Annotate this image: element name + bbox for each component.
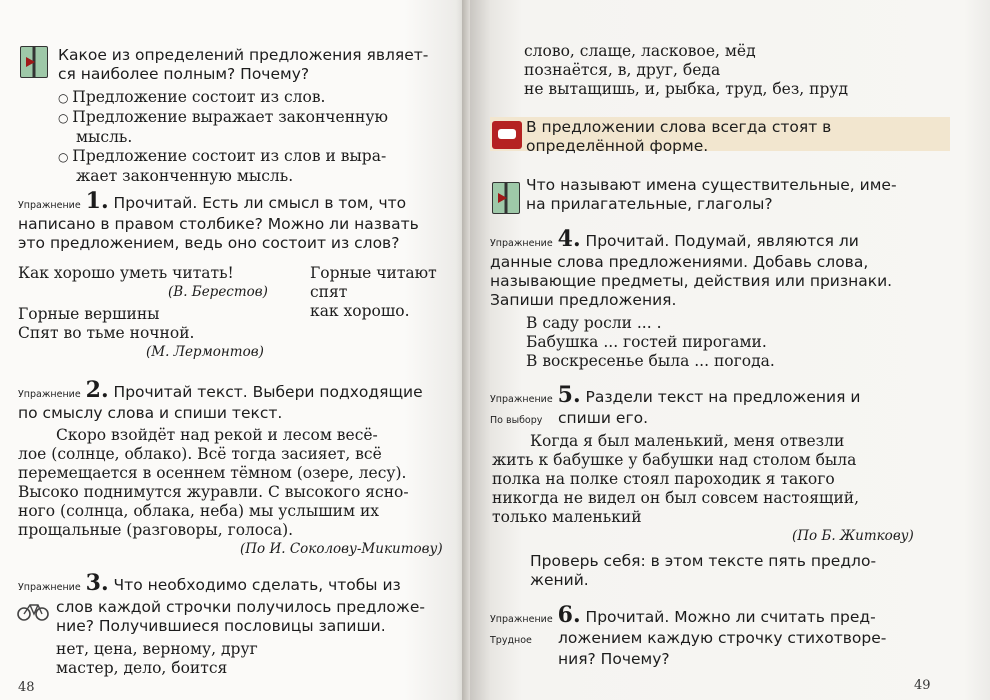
exercise-3-text: слов каждой строчки получилось предложе- ние? Получившиеся пословицы запиши. bbox=[56, 598, 426, 635]
author: (По И. Соколову-Микитову) bbox=[240, 541, 443, 557]
difficulty-label: Трудное bbox=[490, 635, 532, 646]
page-right bbox=[470, 0, 990, 700]
exercise-5: Упражнение 5. Раздели текст на предложения и По выбору спиши его. bbox=[490, 386, 950, 430]
bullet-icon: ○ bbox=[58, 111, 73, 125]
book-question-icon bbox=[492, 182, 520, 214]
exercise-6: Упражнение 6. Прочитай. Можно ли считать пред- Трудное ложением каждую строчку стихотворе- ния? Почему? bbox=[490, 602, 887, 668]
text-line: жает законченную мысль. bbox=[76, 167, 294, 185]
exercise-label: Упражнение bbox=[18, 200, 81, 211]
exercise-1: Упражнение 1. Прочитай. Есть ли смысл в том, что написано в правом столбике? Можно ли назвать это предложением, ведь оно состоит из слов? bbox=[18, 192, 458, 253]
list-item: ○ Предложение состоит из слов и выра- bbox=[58, 147, 387, 165]
exercise-2-text: Скоро взойдёт над рекой и лесом весё- лое (солнце, облако). Всё тогда засияет, всё перемещается в осеннем тёмном (озере, лесу). Высоко поднимутся журавли. С высокого ясно- ного (солнца, облака, неба) мы услышим их прощальные (разговоры, голоса). (По И. Соколову-Микитову) bbox=[18, 426, 458, 559]
author: (По Б. Житкову) bbox=[792, 528, 914, 544]
page-left bbox=[0, 0, 470, 700]
text-line: написано в правом столбике? Можно ли назвать bbox=[18, 215, 419, 233]
text-line: ся наиболее полным? Почему? bbox=[58, 65, 310, 83]
difficulty-label: По выбору bbox=[490, 415, 543, 426]
poem-berestov: Как хорошо уметь читать! (В. Берестов) bbox=[18, 264, 298, 302]
exercise-number: 1. bbox=[85, 188, 109, 214]
proverb-words: слово, слаще, ласковое, мёд познаётся, в, друг, беда не вытащишь, и, рыбка, труд, без, пруд bbox=[524, 42, 849, 98]
exercise-3: Упражнение 3. Что необходимо сделать, чтобы из bbox=[18, 570, 401, 596]
book-question-icon bbox=[20, 46, 48, 78]
author: (М. Лермонтов) bbox=[146, 344, 264, 360]
poem-right-column: Горные читают спят как хорошо. bbox=[310, 264, 437, 320]
self-check: Проверь себя: в этом тексте пять предло- жений. bbox=[530, 552, 877, 589]
bullet-icon: ○ bbox=[58, 91, 73, 105]
text-line: это предложением, ведь оно состоит из слов? bbox=[18, 234, 400, 252]
page-number: 49 bbox=[914, 678, 931, 693]
list-item: ○ Предложение состоит из слов. bbox=[58, 88, 326, 106]
question-text: Что называют имена существительные, име- на прилагательные, глаголы? bbox=[526, 176, 897, 213]
intro-question bbox=[58, 46, 458, 84]
text-line: Какое из определений предложения являет- bbox=[58, 46, 429, 64]
exercise-5-text: Когда я был маленький, меня отвезли жить к бабушке у бабушки над столом была полка на полке стоял пароходик я такого никогда не видел он был совсем настоящий, только маленький (По Б. Житкову) bbox=[492, 432, 948, 546]
poem-lermontov: Горные вершины Спят во тьме ночной. (М. Лермонтов) bbox=[18, 305, 298, 362]
bullet-icon: ○ bbox=[58, 150, 73, 164]
exercise-2: Упражнение 2. Прочитай текст. Выбери подходящие по смыслу слова и спиши текст. bbox=[18, 377, 423, 422]
rule-text: В предложении слова всегда стоят в определённой форме. bbox=[526, 118, 832, 155]
author: (В. Берестов) bbox=[168, 284, 268, 300]
exercise-3-words: нет, цена, верному, друг мастер, дело, боится bbox=[56, 640, 258, 677]
exercise-4: Упражнение 4. Прочитай. Подумай, являются ли данные слова предложениями. Добавь слова, называющие предметы, действия или признаки. Запиши предложения. bbox=[490, 226, 893, 309]
definition-list bbox=[58, 88, 458, 186]
bicycle-icon bbox=[16, 600, 50, 622]
exercise-4-text: В саду росли ... . Бабушка ... гостей пирогами. В воскресенье была ... погода. bbox=[526, 314, 775, 370]
rule-hand-icon bbox=[492, 121, 522, 149]
page-number: 48 bbox=[18, 680, 35, 695]
list-item: ○ Предложение выражает законченную bbox=[58, 108, 388, 126]
text-line: мысль. bbox=[76, 128, 133, 146]
